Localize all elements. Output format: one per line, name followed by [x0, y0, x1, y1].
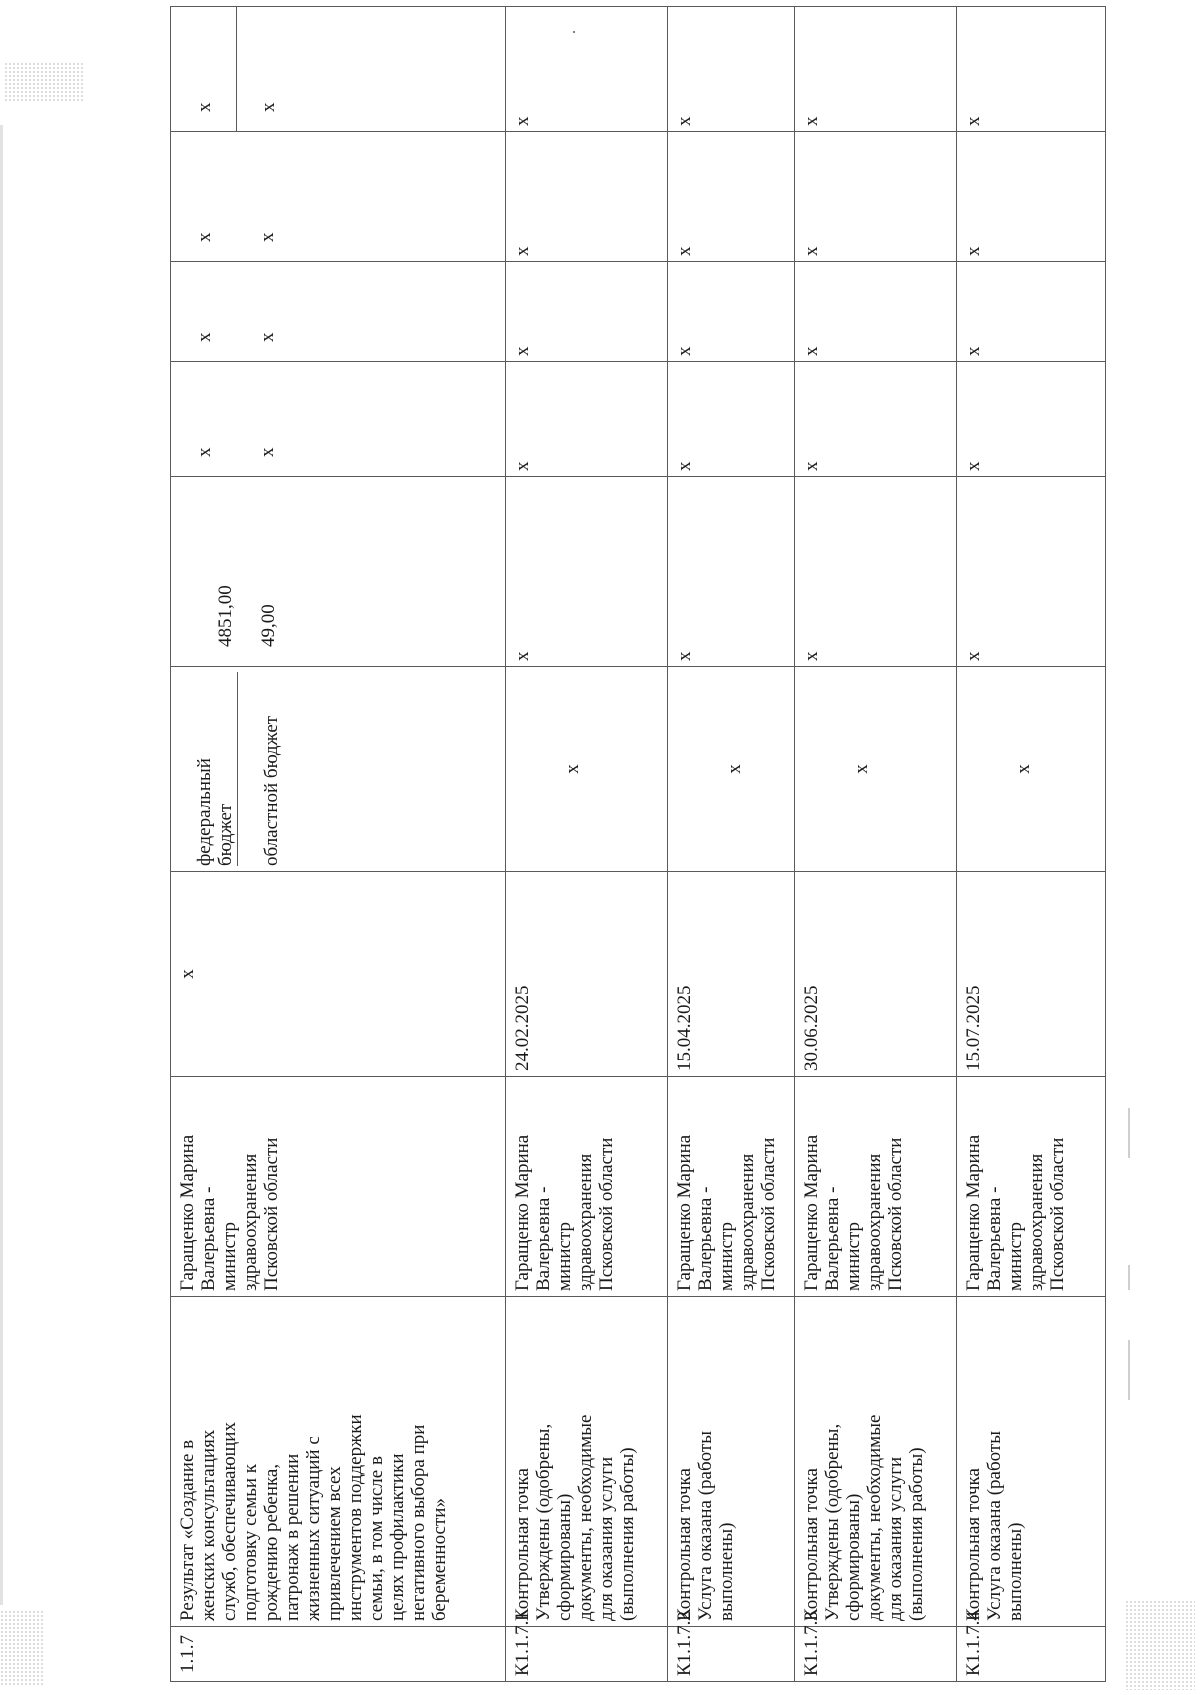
row-number: К1.1.7.3 — [801, 1611, 822, 1676]
funding-source: x — [724, 764, 745, 774]
funding-source: x — [1013, 764, 1034, 774]
result-title-cell — [171, 1297, 506, 1627]
value-cell — [171, 7, 506, 132]
amount: x — [963, 651, 984, 661]
amount: x — [674, 651, 695, 661]
row-number: 1.1.7 — [177, 1635, 198, 1673]
value-mark: x — [257, 332, 278, 342]
responsible-person: Гаращенко Марина Валерьевна - министр здравоохранения Псковской области — [177, 1134, 282, 1291]
value-mark: x — [194, 332, 215, 342]
value-mark: x — [674, 346, 695, 356]
checkpoint-title: Контрольная точка Утверждены (одобрены, сформированы) документы, необходимые для оказания услуги (выполнения работы) — [512, 1414, 638, 1621]
table-row — [957, 7, 1106, 1682]
value-mark: x — [512, 461, 533, 471]
responsible-person: Гаращенко Марина Валерьевна - министр здравоохранения Псковской области — [512, 1134, 617, 1291]
value-mark: x — [801, 461, 822, 471]
row-number: К1.1.7.2 — [674, 1611, 695, 1676]
date-cell — [171, 872, 506, 1077]
value-mark: x — [801, 116, 822, 126]
value-cell — [171, 132, 506, 262]
checkpoint-title: Контрольная точка Утверждены (одобрены, сформированы) документы, необходимые для оказания услуги (выполнения работы) — [801, 1414, 927, 1621]
responsible-person: Гаращенко Марина Валерьевна - министр здравоохранения Псковской области — [963, 1134, 1068, 1291]
deadline-date: 24.02.2025 — [512, 985, 533, 1071]
funding-source-cell — [171, 667, 506, 872]
responsible-cell — [171, 1077, 506, 1297]
value-mark: x — [963, 116, 984, 126]
value-mark: x — [512, 116, 533, 126]
value-mark: x — [512, 346, 533, 356]
responsible-person: Гаращенко Марина Валерьевна - министр здравоохранения Псковской области — [801, 1134, 906, 1291]
responsible-person: Гаращенко Марина Валерьевна - министр здравоохранения Псковской области — [674, 1134, 779, 1291]
value-mark: x — [194, 447, 215, 457]
value-mark: x — [194, 102, 215, 112]
amount-regional: 49,00 — [258, 604, 279, 647]
funding-source-regional: областной бюджет — [261, 715, 282, 866]
funding-source: x — [562, 764, 583, 774]
row-number-cell — [171, 1627, 506, 1682]
checkpoint-title: Контрольная точка Услуга оказана (работы выполнены) — [674, 1431, 737, 1621]
deadline-date: 15.04.2025 — [674, 985, 695, 1071]
table-row — [171, 7, 506, 1682]
value-mark: x — [194, 232, 215, 242]
value-cell — [171, 262, 506, 362]
value-mark: x — [674, 246, 695, 256]
value-mark: x — [512, 246, 533, 256]
amount: x — [512, 651, 533, 661]
value-mark: x — [258, 102, 279, 112]
table-row — [506, 7, 668, 1682]
deadline-date: x — [177, 969, 198, 979]
value-mark: x — [674, 461, 695, 471]
value-mark: x — [963, 246, 984, 256]
table-row — [668, 7, 795, 1682]
value-mark: x — [674, 116, 695, 126]
amount-federal: 4851,00 — [215, 585, 236, 647]
table-row — [795, 7, 957, 1682]
deadline-date: 15.07.2025 — [963, 985, 984, 1071]
value-mark: x — [257, 232, 278, 242]
value-mark: x — [963, 346, 984, 356]
value-mark: x — [801, 346, 822, 356]
funding-source-federal: федеральный бюджет — [194, 672, 238, 866]
funding-source: x — [851, 764, 872, 774]
checkpoint-title: Контрольная точка Услуга оказана (работы выполнены) — [963, 1431, 1026, 1621]
row-number: К1.1.7.4 — [963, 1611, 984, 1676]
amount-cell — [171, 477, 506, 667]
value-cell — [171, 362, 506, 477]
value-mark: x — [801, 246, 822, 256]
row-number: К1.1.7.1 — [512, 1611, 533, 1676]
value-mark: x — [963, 461, 984, 471]
schedule-table — [170, 6, 1106, 1682]
deadline-date: 30.06.2025 — [801, 985, 822, 1071]
amount: x — [801, 651, 822, 661]
result-title: Результат «Создание в женских консультациях служб, обеспечивающих подготовку семьи к рождению ребенка, патронаж в решении жизненных ситуаций с привлечением всех инструментов поддержки семьи, в том числе в целях профилактики негативного выбора при беременности» — [177, 1414, 450, 1621]
value-mark: x — [257, 447, 278, 457]
